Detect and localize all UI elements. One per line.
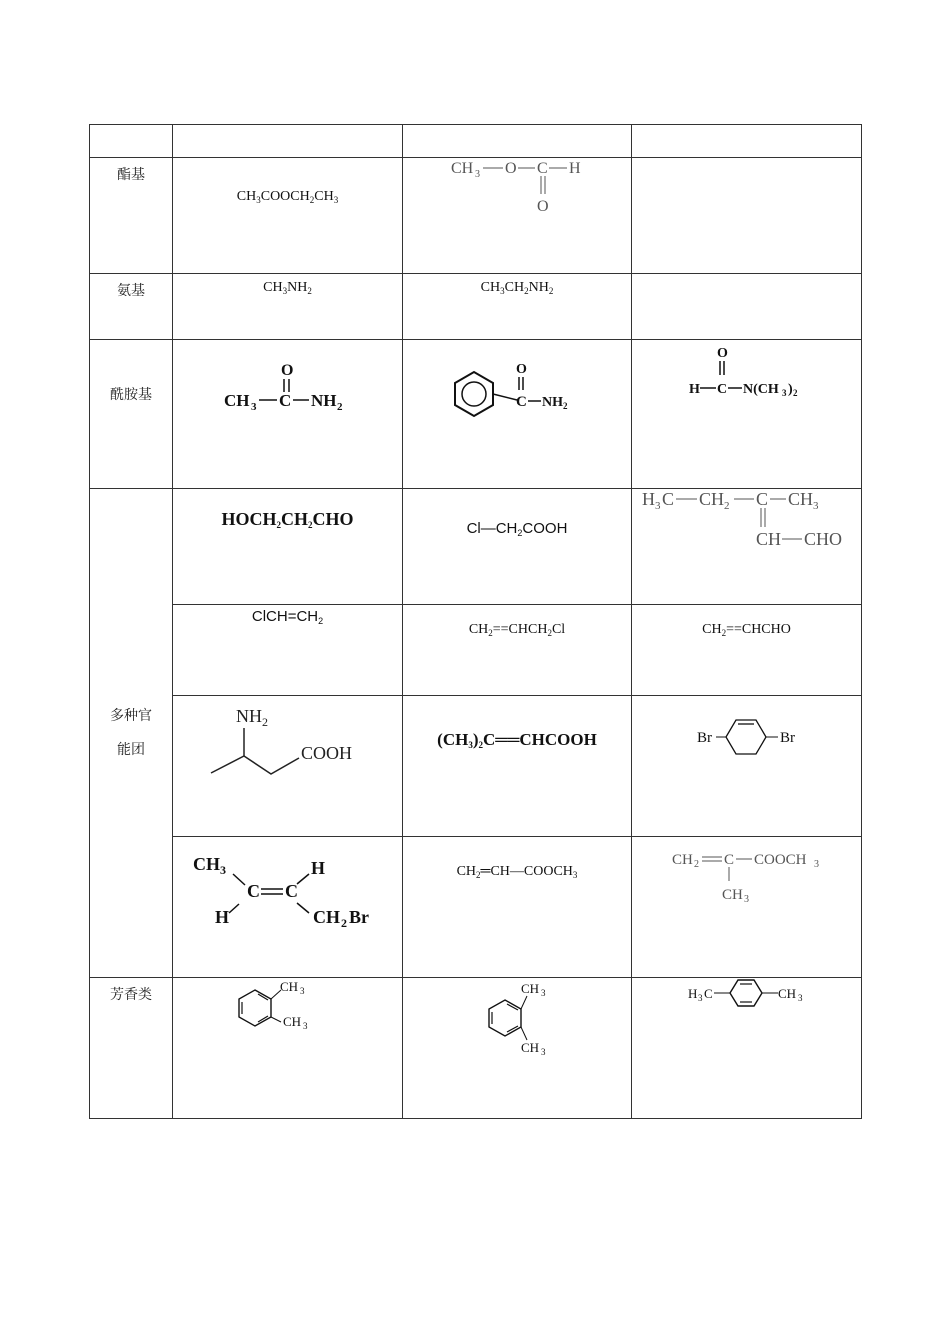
cell-m3-3 xyxy=(632,696,862,837)
cell-m4-3 xyxy=(632,837,862,978)
multi-row-4 xyxy=(90,837,862,978)
cell-amino-2 xyxy=(403,274,632,340)
cell-ar-3 xyxy=(632,978,862,1119)
svg-text:C: C xyxy=(247,881,260,901)
structure-acetamide xyxy=(173,340,403,489)
svg-text:C: C xyxy=(537,160,548,177)
cell-m1-1 xyxy=(173,489,403,605)
multi-row-2 xyxy=(90,605,862,696)
structure-aminobutanoic-acid xyxy=(173,696,403,837)
cell-m4-1 xyxy=(173,837,403,978)
svg-text:O: O xyxy=(281,362,294,379)
svg-text:C: C xyxy=(717,382,728,397)
amide-row xyxy=(90,340,862,489)
svg-text:H: H xyxy=(642,489,655,509)
header-cell xyxy=(90,125,173,158)
structure-dmf xyxy=(632,340,862,489)
category-amide: 酰胺基 xyxy=(90,340,173,489)
svg-text:3: 3 xyxy=(813,500,819,512)
structure-methyl-formate xyxy=(403,158,632,274)
svg-text:CH: CH xyxy=(699,489,725,509)
svg-text:C: C xyxy=(724,852,735,868)
svg-text:3: 3 xyxy=(475,169,480,180)
svg-text:O: O xyxy=(505,160,517,177)
svg-text:3: 3 xyxy=(300,986,305,996)
cell-amino-3 xyxy=(632,274,862,340)
svg-text:3: 3 xyxy=(798,993,803,1003)
svg-text:CH: CH xyxy=(313,907,340,927)
svg-text:CH: CH xyxy=(280,979,299,994)
svg-text:NH: NH xyxy=(542,395,563,410)
svg-text:C: C xyxy=(756,489,769,509)
formula-methyl-acrylate: $CH_2═CH—COOCH_3$ xyxy=(456,864,578,880)
category-multi-label: 多种官能团 xyxy=(110,708,152,758)
header-cell xyxy=(173,125,403,158)
svg-text:CH: CH xyxy=(778,986,797,1001)
ester-row xyxy=(90,158,862,274)
svg-text:3: 3 xyxy=(251,401,257,413)
cell-m3-2 xyxy=(403,696,632,837)
svg-text:3: 3 xyxy=(541,988,546,998)
svg-text:CH: CH xyxy=(193,854,220,874)
cell-amide-2 xyxy=(403,340,632,489)
cell-ar-1 xyxy=(173,978,403,1119)
svg-text:3: 3 xyxy=(220,863,226,877)
structure-methyl-methacrylate xyxy=(632,837,862,978)
svg-text:H: H xyxy=(215,907,230,927)
svg-text:3: 3 xyxy=(541,1047,546,1057)
svg-text:3: 3 xyxy=(814,859,819,870)
svg-text:COOCH: COOCH xyxy=(754,852,807,868)
cell-m1-2 xyxy=(403,489,632,605)
svg-text:C: C xyxy=(279,391,292,410)
cell-ester-2 xyxy=(403,158,632,274)
svg-text:COOH: COOH xyxy=(301,743,353,763)
svg-text:C: C xyxy=(662,489,675,509)
category-amino: 氨基 xyxy=(90,274,173,340)
amino-row xyxy=(90,274,862,340)
svg-text:Br: Br xyxy=(697,730,712,746)
formula-vinyl-chloride: $ClCH=CH_2$ xyxy=(251,608,324,626)
svg-text:3: 3 xyxy=(782,388,787,398)
svg-text:CH: CH xyxy=(521,981,540,996)
cell-ester-3 xyxy=(632,158,862,274)
svg-text:2: 2 xyxy=(793,388,798,398)
svg-text:3: 3 xyxy=(744,894,749,905)
header-cell xyxy=(403,125,632,158)
svg-text:H: H xyxy=(311,858,326,878)
svg-text:C: C xyxy=(285,881,298,901)
category-multi xyxy=(90,489,173,978)
svg-text:2: 2 xyxy=(694,859,699,870)
svg-text:N(CH: N(CH xyxy=(743,382,779,397)
structure-benzamide xyxy=(403,340,632,489)
formula-acrolein: $CH_2==CHCHO$ xyxy=(702,622,791,638)
cell-m2-3 xyxy=(632,605,862,696)
svg-text:2: 2 xyxy=(341,916,347,930)
structure-o-xylene xyxy=(173,978,403,1119)
svg-text:2: 2 xyxy=(563,401,568,411)
formula-allyl-chloride: $CH_2==CHCH_2Cl$ xyxy=(468,622,566,638)
structure-p-xylene xyxy=(632,978,862,1119)
header-cell xyxy=(632,125,862,158)
svg-text:H: H xyxy=(569,160,581,177)
cell-m2-1 xyxy=(173,605,403,696)
svg-text:CH: CH xyxy=(283,1014,302,1029)
cell-ester-1 xyxy=(173,158,403,274)
formula-dimethylacrylic-acid: $(CH_3)_2C══CHCOOH$ xyxy=(437,730,597,750)
category-aromatic: 芳香类 xyxy=(90,978,173,1119)
svg-text:CH: CH xyxy=(722,887,743,903)
svg-text:3: 3 xyxy=(698,993,703,1003)
multi-row-1 xyxy=(90,489,862,605)
svg-text:NH: NH xyxy=(311,391,337,410)
formula-methylamine: $CH_3NH_2$ xyxy=(263,280,312,296)
cell-ar-2 xyxy=(403,978,632,1119)
cell-m3-1 xyxy=(173,696,403,837)
svg-text:CH: CH xyxy=(451,160,474,177)
svg-text:O: O xyxy=(537,198,549,215)
svg-text:3: 3 xyxy=(303,1021,308,1031)
svg-text:H: H xyxy=(689,382,700,397)
svg-text:2: 2 xyxy=(724,500,730,512)
formula-ethylamine: $CH_3CH_2NH_2$ xyxy=(480,280,554,296)
svg-text:3: 3 xyxy=(655,500,661,512)
svg-text:Br: Br xyxy=(780,730,795,746)
svg-text:2: 2 xyxy=(262,715,268,729)
structure-m-xylene xyxy=(403,978,632,1119)
svg-text:CHO: CHO xyxy=(804,529,843,549)
cell-m1-3 xyxy=(632,489,862,605)
aromatic-row xyxy=(90,978,862,1119)
formula-hydroxypropanal: $HOCH_2CH_2CHO$ xyxy=(221,509,354,530)
structure-bromobutene xyxy=(173,837,403,978)
formula-ethyl-acetate: $CH_3COOCH_2CH_3$ xyxy=(236,189,339,205)
svg-text:NH: NH xyxy=(236,706,262,726)
cell-amide-1 xyxy=(173,340,403,489)
multi-row-3 xyxy=(90,696,862,837)
cell-amino-1 xyxy=(173,274,403,340)
structure-dibromocyclohexene xyxy=(632,696,862,837)
svg-text:O: O xyxy=(516,362,527,377)
cell-amide-3 xyxy=(632,340,862,489)
svg-text:2: 2 xyxy=(337,401,343,413)
svg-text:C: C xyxy=(704,986,713,1001)
category-ester: 酯基 xyxy=(90,158,173,274)
svg-text:O: O xyxy=(717,346,728,361)
svg-text:H: H xyxy=(688,986,698,1001)
svg-text:CH: CH xyxy=(521,1040,540,1055)
svg-text:CH: CH xyxy=(224,391,250,410)
header-row xyxy=(90,125,862,158)
structure-ethylidene-aldehyde xyxy=(632,489,862,605)
cell-m2-2 xyxy=(403,605,632,696)
formula-chloroacetic-acid: $Cl—CH_2COOH$ xyxy=(466,520,568,538)
svg-text:): ) xyxy=(788,382,793,397)
functional-group-table xyxy=(89,124,862,1119)
svg-text:C: C xyxy=(516,394,527,410)
svg-text:CH: CH xyxy=(788,489,814,509)
svg-text:CH: CH xyxy=(756,529,782,549)
svg-text:CH: CH xyxy=(672,852,693,868)
cell-m4-2 xyxy=(403,837,632,978)
svg-text:Br: Br xyxy=(349,907,369,927)
